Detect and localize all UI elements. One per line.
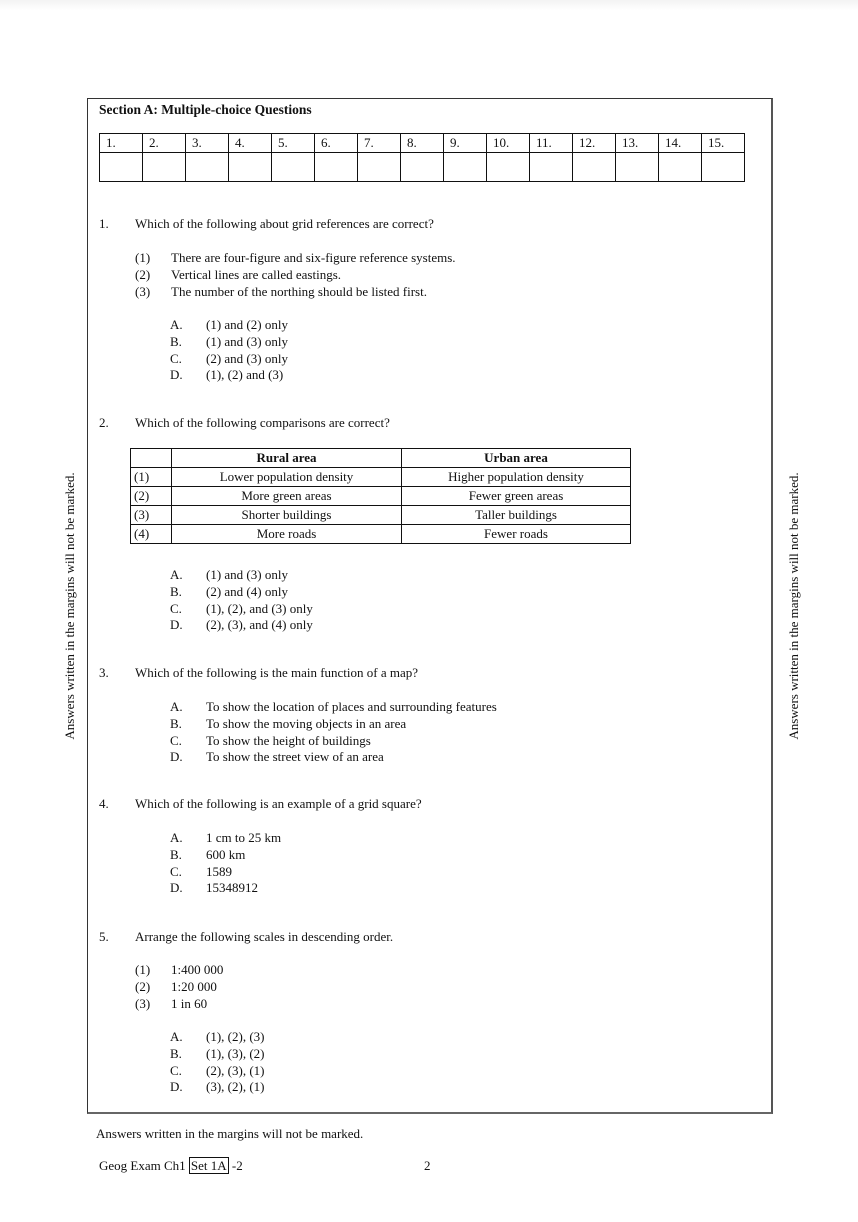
question-text: Which of the following about grid references are correct? xyxy=(135,216,434,231)
answer-grid-label: 9. xyxy=(444,134,487,153)
answer-grid-label: 6. xyxy=(315,134,358,153)
answer-box[interactable] xyxy=(143,153,186,182)
option-a: A. (1) and (2) only xyxy=(170,317,288,332)
comparison-table xyxy=(130,448,631,544)
answer-grid-label: 11. xyxy=(530,134,573,153)
option-b: B. (2) and (4) only xyxy=(170,583,288,599)
question-number: 4. xyxy=(99,796,109,811)
question-1-options xyxy=(170,317,288,384)
option-d: D. (2), (3), and (4) only xyxy=(170,617,313,633)
answer-grid-label: 14. xyxy=(659,134,702,153)
option-a: A. 1 cm to 25 km xyxy=(170,830,282,845)
answer-box[interactable] xyxy=(401,153,444,182)
answer-box[interactable] xyxy=(444,153,487,182)
answer-box[interactable] xyxy=(358,153,401,182)
answer-box[interactable] xyxy=(659,153,702,182)
answer-box[interactable] xyxy=(100,153,143,182)
question-number: 1. xyxy=(99,216,109,231)
table-row: (1) Lower population density Higher population density xyxy=(131,468,631,487)
option-c: C. To show the height of buildings xyxy=(170,732,371,748)
answer-grid-label: 12. xyxy=(573,134,616,153)
answer-grid-label: 1. xyxy=(100,134,143,153)
question-text: Which of the following is an example of a grid square? xyxy=(135,796,422,811)
question-text: Arrange the following scales in descending order. xyxy=(135,929,394,944)
answer-grid-label: 4. xyxy=(229,134,272,153)
answer-box[interactable] xyxy=(272,153,315,182)
option-b: B. (1), (3), (2) xyxy=(170,1045,265,1061)
answer-grid xyxy=(99,133,745,182)
right-margin-note: Answers written in the margins will not be marked. xyxy=(786,472,801,740)
statement: (3) 1 in 60 xyxy=(135,995,208,1011)
option-b: B. (1) and (3) only xyxy=(170,333,288,349)
answer-box[interactable] xyxy=(186,153,229,182)
option-a: A. To show the location of places and surrounding features xyxy=(170,699,497,714)
header-rural: Rural area xyxy=(172,449,402,468)
answer-grid-label: 5. xyxy=(272,134,315,153)
statement: (2) 1:20 000 xyxy=(135,978,217,994)
exam-name: Geog Exam Ch1 xyxy=(99,1158,186,1173)
answer-grid-label: 13. xyxy=(616,134,659,153)
option-c: C. (1), (2), and (3) only xyxy=(170,600,313,616)
question-4-options xyxy=(170,830,281,897)
answer-box[interactable] xyxy=(315,153,358,182)
answer-grid-label: 10. xyxy=(487,134,530,153)
statement: (1) 1:400 000 xyxy=(135,962,224,977)
question-number: 5. xyxy=(99,929,109,944)
table-row: (3) Shorter buildings Taller buildings xyxy=(131,506,631,525)
table-row: (4) More roads Fewer roads xyxy=(131,525,631,544)
option-b: B. 600 km xyxy=(170,846,246,862)
question-1-statements xyxy=(135,250,456,300)
table-header-row xyxy=(131,449,631,468)
option-b: B. To show the moving objects in an area xyxy=(170,715,407,731)
header-urban: Urban area xyxy=(402,449,631,468)
statement: (1) There are four-figure and six-figure reference systems. xyxy=(135,250,456,265)
answer-box[interactable] xyxy=(229,153,272,182)
answer-box[interactable] xyxy=(487,153,530,182)
option-a: A. (1), (2), (3) xyxy=(170,1029,265,1044)
footer xyxy=(99,1158,243,1174)
question-text: Which of the following comparisons are correct? xyxy=(135,415,390,430)
option-c: C. (2) and (3) only xyxy=(170,350,288,366)
answer-grid-label: 8. xyxy=(401,134,444,153)
question-text: Which of the following is the main function of a map? xyxy=(135,665,419,680)
answer-box[interactable] xyxy=(702,153,745,182)
exam-suffix: -2 xyxy=(231,1158,243,1173)
answer-grid-label: 7. xyxy=(358,134,401,153)
option-d: D. To show the street view of an area xyxy=(170,749,384,765)
option-d: D. (3), (2), (1) xyxy=(170,1079,265,1095)
answer-box[interactable] xyxy=(530,153,573,182)
answer-grid-label: 15. xyxy=(702,134,745,153)
answer-box[interactable] xyxy=(573,153,616,182)
option-c: C. 1589 xyxy=(170,863,232,879)
question-number: 3. xyxy=(99,665,109,680)
statement: (3) The number of the northing should be listed first. xyxy=(135,283,427,299)
option-d: D. (1), (2) and (3) xyxy=(170,367,284,383)
question-5-options xyxy=(170,1029,264,1096)
answer-grid-label: 3. xyxy=(186,134,229,153)
option-c: C. (2), (3), (1) xyxy=(170,1062,265,1078)
left-margin-note: Answers written in the margins will not be marked. xyxy=(62,472,77,740)
table-row: (2) More green areas Fewer green areas xyxy=(131,487,631,506)
answer-grid-label: 2. xyxy=(143,134,186,153)
set-label: Set 1A xyxy=(190,1158,227,1173)
answer-box[interactable] xyxy=(616,153,659,182)
page-number: 2 xyxy=(424,1158,431,1173)
section-title: Section A: Multiple-choice Questions xyxy=(99,102,312,117)
option-d: D. 15348912 xyxy=(170,880,258,896)
statement: (2) Vertical lines are called eastings. xyxy=(135,266,342,282)
footer-note: Answers written in the margins will not be marked. xyxy=(96,1126,364,1141)
option-a: A. (1) and (3) only xyxy=(170,567,288,582)
question-number: 2. xyxy=(99,415,109,430)
question-3-options xyxy=(170,699,497,766)
question-5-statements xyxy=(135,962,223,1012)
question-2-options xyxy=(170,567,313,634)
